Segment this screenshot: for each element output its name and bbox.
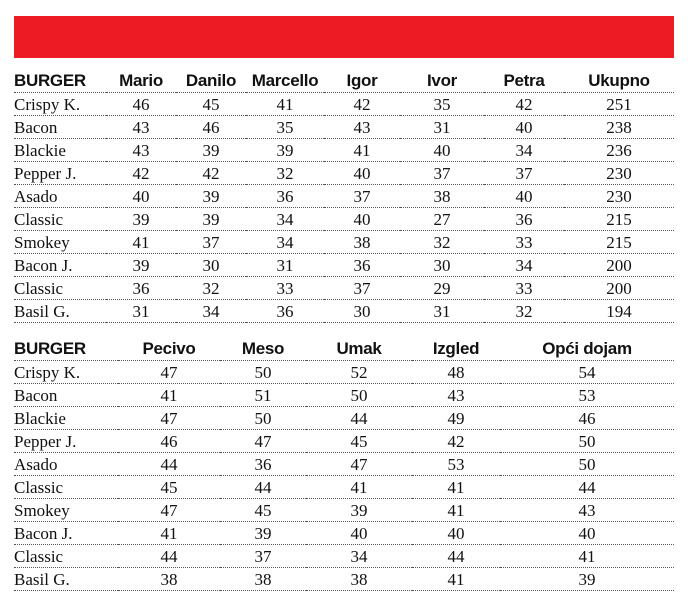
- score-cell: 44: [500, 476, 674, 499]
- score-cell: 38: [306, 568, 412, 591]
- column-header: BURGER: [14, 337, 118, 361]
- score-cell: 44: [306, 407, 412, 430]
- score-cell: 39: [500, 568, 674, 591]
- table-row: [14, 453, 674, 476]
- score-cell: 44: [220, 476, 306, 499]
- score-cell: 30: [176, 254, 246, 277]
- score-cell: 46: [106, 93, 176, 116]
- score-cell: 50: [306, 384, 412, 407]
- score-cell: 35: [246, 116, 324, 139]
- score-cell: 31: [400, 116, 484, 139]
- score-cell: 40: [500, 522, 674, 545]
- column-header: Meso: [220, 337, 306, 361]
- score-cell: 34: [484, 254, 564, 277]
- score-cell: 32: [484, 300, 564, 323]
- score-cell: 40: [324, 208, 400, 231]
- score-cell: 38: [118, 568, 220, 591]
- score-cell: 34: [306, 545, 412, 568]
- score-cell: 200: [564, 254, 674, 277]
- score-cell: 31: [246, 254, 324, 277]
- score-cell: 40: [106, 185, 176, 208]
- table-header-row: [14, 337, 674, 361]
- burger-name-cell: Bacon J.: [14, 522, 118, 545]
- burger-name-cell: Pepper J.: [14, 430, 118, 453]
- score-cell: 31: [400, 300, 484, 323]
- score-cell: 49: [412, 407, 500, 430]
- table-row: [14, 162, 674, 185]
- score-cell: 27: [400, 208, 484, 231]
- table-row: [14, 254, 674, 277]
- score-cell: 40: [412, 522, 500, 545]
- score-cell: 41: [118, 522, 220, 545]
- burger-name-cell: Classic: [14, 208, 106, 231]
- column-header: Mario: [106, 69, 176, 93]
- score-cell: 39: [220, 522, 306, 545]
- score-cell: 34: [246, 208, 324, 231]
- table-row: [14, 407, 674, 430]
- score-cell: 41: [106, 231, 176, 254]
- burger-name-cell: Basil G.: [14, 300, 106, 323]
- score-cell: 30: [324, 300, 400, 323]
- score-cell: 40: [324, 162, 400, 185]
- score-cell: 31: [106, 300, 176, 323]
- score-cell: 44: [118, 545, 220, 568]
- score-cell: 42: [484, 93, 564, 116]
- table-row: [14, 208, 674, 231]
- score-cell: 238: [564, 116, 674, 139]
- table-row: [14, 568, 674, 591]
- score-cell: 36: [106, 277, 176, 300]
- score-cell: 48: [412, 361, 500, 384]
- score-cell: 47: [306, 453, 412, 476]
- table-row: [14, 361, 674, 384]
- score-cell: 52: [306, 361, 412, 384]
- score-cell: 40: [306, 522, 412, 545]
- score-cell: 41: [500, 545, 674, 568]
- table-row: [14, 139, 674, 162]
- score-cell: 36: [484, 208, 564, 231]
- score-cell: 251: [564, 93, 674, 116]
- burger-name-cell: Smokey: [14, 499, 118, 522]
- burger-name-cell: Blackie: [14, 139, 106, 162]
- score-cell: 41: [118, 384, 220, 407]
- score-cell: 47: [118, 361, 220, 384]
- score-cell: 194: [564, 300, 674, 323]
- score-cell: 35: [400, 93, 484, 116]
- column-header: Izgled: [412, 337, 500, 361]
- score-cell: 34: [246, 231, 324, 254]
- score-cell: 41: [306, 476, 412, 499]
- score-cell: 39: [106, 208, 176, 231]
- score-cell: 230: [564, 162, 674, 185]
- score-cell: 32: [176, 277, 246, 300]
- score-cell: 43: [412, 384, 500, 407]
- table-row: [14, 476, 674, 499]
- table-row: [14, 545, 674, 568]
- column-header: Igor: [324, 69, 400, 93]
- burger-name-cell: Classic: [14, 545, 118, 568]
- column-header: Pecivo: [118, 337, 220, 361]
- burger-name-cell: Bacon: [14, 116, 106, 139]
- score-cell: 45: [306, 430, 412, 453]
- score-cell: 45: [220, 499, 306, 522]
- judges-scores-table: [14, 69, 674, 323]
- table-row: [14, 231, 674, 254]
- score-cell: 30: [400, 254, 484, 277]
- score-cell: 37: [400, 162, 484, 185]
- score-cell: 43: [106, 139, 176, 162]
- score-cell: 42: [106, 162, 176, 185]
- score-cell: 54: [500, 361, 674, 384]
- column-header: BURGER: [14, 69, 106, 93]
- score-cell: 50: [500, 430, 674, 453]
- burger-name-cell: Classic: [14, 476, 118, 499]
- burger-name-cell: Blackie: [14, 407, 118, 430]
- burger-name-cell: Pepper J.: [14, 162, 106, 185]
- score-cell: 53: [412, 453, 500, 476]
- score-cell: 36: [220, 453, 306, 476]
- score-cell: 39: [176, 139, 246, 162]
- score-cell: 37: [324, 185, 400, 208]
- burger-name-cell: Bacon: [14, 384, 118, 407]
- burger-name-cell: Crispy K.: [14, 361, 118, 384]
- table-row: [14, 300, 674, 323]
- table-header-row: [14, 69, 674, 93]
- column-header: Ukupno: [564, 69, 674, 93]
- burger-name-cell: Asado: [14, 453, 118, 476]
- score-cell: 36: [324, 254, 400, 277]
- score-cell: 43: [324, 116, 400, 139]
- score-cell: 36: [246, 300, 324, 323]
- score-cell: 38: [324, 231, 400, 254]
- table-row: [14, 430, 674, 453]
- score-cell: 41: [324, 139, 400, 162]
- category-scores-table: [14, 337, 674, 591]
- burger-name-cell: Crispy K.: [14, 93, 106, 116]
- score-cell: 37: [176, 231, 246, 254]
- table-row: [14, 384, 674, 407]
- score-cell: 41: [246, 93, 324, 116]
- burger-name-cell: Smokey: [14, 231, 106, 254]
- score-cell: 41: [412, 568, 500, 591]
- score-cell: 41: [412, 476, 500, 499]
- burger-name-cell: Bacon J.: [14, 254, 106, 277]
- score-cell: 44: [412, 545, 500, 568]
- score-cell: 37: [484, 162, 564, 185]
- score-cell: 38: [400, 185, 484, 208]
- score-cell: 42: [412, 430, 500, 453]
- score-cell: 32: [400, 231, 484, 254]
- score-cell: 41: [412, 499, 500, 522]
- score-cell: 33: [484, 277, 564, 300]
- column-header: Petra: [484, 69, 564, 93]
- burger-name-cell: Classic: [14, 277, 106, 300]
- column-header: Ivor: [400, 69, 484, 93]
- score-cell: 43: [500, 499, 674, 522]
- score-cell: 47: [118, 407, 220, 430]
- score-cell: 37: [220, 545, 306, 568]
- score-cell: 53: [500, 384, 674, 407]
- score-cell: 42: [324, 93, 400, 116]
- score-cell: 45: [118, 476, 220, 499]
- score-cell: 47: [118, 499, 220, 522]
- score-cell: 46: [176, 116, 246, 139]
- score-cell: 34: [176, 300, 246, 323]
- table-row: [14, 522, 674, 545]
- score-cell: 39: [246, 139, 324, 162]
- score-cell: 39: [306, 499, 412, 522]
- score-cell: 47: [220, 430, 306, 453]
- score-cell: 44: [118, 453, 220, 476]
- score-cell: 40: [400, 139, 484, 162]
- score-cell: 45: [176, 93, 246, 116]
- score-cell: 39: [176, 185, 246, 208]
- score-cell: 46: [500, 407, 674, 430]
- score-cell: 39: [106, 254, 176, 277]
- score-cell: 50: [220, 407, 306, 430]
- score-cell: 37: [324, 277, 400, 300]
- column-header: Opći dojam: [500, 337, 674, 361]
- table-row: [14, 116, 674, 139]
- red-header-banner: [14, 16, 674, 58]
- score-cell: 230: [564, 185, 674, 208]
- score-cell: 42: [176, 162, 246, 185]
- score-cell: 34: [484, 139, 564, 162]
- score-cell: 39: [176, 208, 246, 231]
- score-cell: 29: [400, 277, 484, 300]
- column-header: Umak: [306, 337, 412, 361]
- score-cell: 51: [220, 384, 306, 407]
- table-row: [14, 93, 674, 116]
- table-row: [14, 277, 674, 300]
- table-row: [14, 499, 674, 522]
- score-cell: 46: [118, 430, 220, 453]
- score-cell: 40: [484, 116, 564, 139]
- score-cell: 43: [106, 116, 176, 139]
- score-cell: 215: [564, 231, 674, 254]
- score-cell: 40: [484, 185, 564, 208]
- score-cell: 36: [246, 185, 324, 208]
- column-header: Marcello: [246, 69, 324, 93]
- burger-name-cell: Basil G.: [14, 568, 118, 591]
- score-cell: 236: [564, 139, 674, 162]
- score-cell: 38: [220, 568, 306, 591]
- score-cell: 50: [220, 361, 306, 384]
- score-cell: 200: [564, 277, 674, 300]
- column-header: Danilo: [176, 69, 246, 93]
- score-cell: 215: [564, 208, 674, 231]
- score-cell: 50: [500, 453, 674, 476]
- burger-name-cell: Asado: [14, 185, 106, 208]
- score-cell: 33: [484, 231, 564, 254]
- score-cell: 32: [246, 162, 324, 185]
- table-row: [14, 185, 674, 208]
- score-cell: 33: [246, 277, 324, 300]
